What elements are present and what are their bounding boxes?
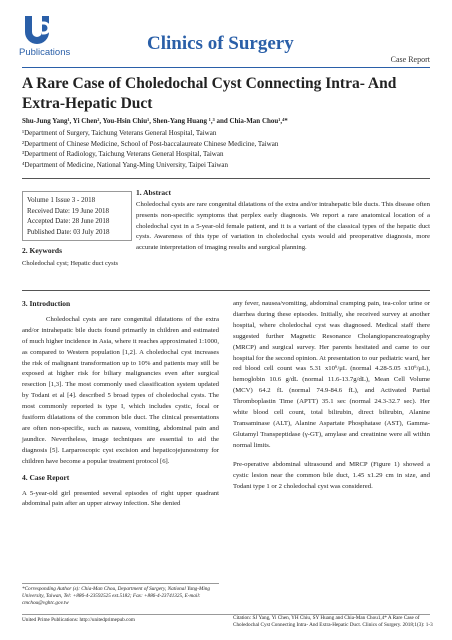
abstract-text: Choledochal cysts are rare congenital dilatations of the extra and/or intrahepatic bile ducts. This disease often presents non-specific symptoms that perplex early diagnosis. We report a rare anatomical location of a choledochal cyst in a 5-year-old female patient, and it is a variant of the classical types of the hepatic duct cysts. Awareness of this type of variation in choledochal cysts would aid preoperative diagnosis, more accurate interpretation of imaging results and surgical planning.: [136, 201, 430, 252]
affiliations: [22, 128, 278, 171]
case-report-heading: 4. Case Report: [22, 472, 70, 482]
right-column: [233, 299, 430, 492]
left-column: [22, 299, 219, 510]
abstract-divider: [22, 290, 430, 291]
journal-title: Clinics of Surgery: [147, 33, 294, 54]
affiliation-item: ³Department of Radiology, Taichung Veterans General Hospital, Taiwan: [22, 150, 224, 159]
case-report-paragraph: Pre-operative abdominal ultrasound and MRCP (Figure 1) showed a cystic lesion near the common bile duct, 1.45 x1.29 cm in size, and Todani type 1 or 2 choledochal cyst was considered.: [233, 460, 430, 490]
article-type: Case Report: [390, 55, 430, 64]
header-divider: [22, 67, 430, 68]
case-report-paragraph: A 5-year-old girl presented several episodes of right upper quadrant abdominal pain after an upper airway infection. She denied: [22, 489, 219, 508]
keywords-text: Choledochal cyst; Hepatic duct cysts: [22, 260, 119, 267]
corresponding-author-note: *Corresponding Author (s): Chia-Man Chou, Department of Surgery, National Yang-Ming University, Taiwan, Tel: +886-4-23592525 ext.5182; Fax: +886-4-23741325, E-mail: cmchou@vghtc.gov.tw: [22, 586, 210, 606]
author-list: Shu-Jung Yang¹, Yi Chen², You-Hsin Chiu¹, Shen-Yang Huang ¹,³ and Chia-Man Chou¹,⁴*: [22, 117, 288, 125]
introduction-paragraph: Choledochal cysts are rare congenital dilatations of the extra and/or intrahepatic bile ducts found primarily in children and estimated of much higher incidence in Asia, where it reaches approximated 1:1000, as compared to Western population [1,2]. A choledochal cyst increases the risk of malignant transformation up to 10% and patients may still be exposed at higher risk for biliary malignancies even after surgical resection [1,3]. The most commonly used classification system updated by Todani et al [4]. described 5 broad types of choledochal cysts. The most commonly reported is type I, which includes cystic, focal or fusiform dilatations of the common bile duct. The clinical presentations are often non-specific, such as nausea, vomiting, abdominal pain and jaundice. Nevertheless, image techniques are essential to aid the diagnosis [5]. Larparoscopic cyst excision and hepaticojejunostomy for children have become a popular treatment protocol [6].: [22, 315, 219, 465]
received-date: Received Date: 19 June 2018: [27, 206, 110, 215]
abstract-heading: 1. Abstract: [136, 188, 171, 197]
footnote-divider: [22, 583, 219, 584]
affiliation-item: ⁴Department of Medicine, National Yang-Ming University, Taipei Taiwan: [22, 161, 229, 170]
footer-citation: Citation: SJ Yang, Yi Chen, YH Chiu, SY Huang and Chia-Man Chou1,4* A Rare Case of Choledochal Cyst Connecting Intra- And Extra-Hepatic Duct. Clinics of Surgery. 2018;1(3): 1-3: [233, 615, 433, 628]
publisher-logo-icon: [22, 14, 52, 44]
affiliation-item: ²Department of Chinese Medicine, School of Post-baccalaureate Chinese Medicine, Taiwan: [22, 139, 279, 148]
section-divider: [22, 178, 430, 179]
article-info-box: [22, 191, 132, 241]
accepted-date: Accepted Date: 28 June 2018: [27, 217, 110, 225]
case-report-paragraph: any fever, nausea/vomiting, abdominal cramping pain, tea-color urine or diarrhea during these episodes. Initially, she received survey at another hospital, where choledochal cyst was diagnosed. Medical staff there suggested further Magnetic Resonance Cholangiopancreatography (MRCP) and surgical survey. Her parents hesitated and came to our hospital for the second opinion. At presentation to our pediatric ward, her red blood cell count was 5.31 x10⁶/μL (normal 4.28-5.05 x10⁶/μL), hemoglobin 10.6 g/dL (normal 11.6-13.7g/dL), Mean Cell Volume (MCV) 64.2 fL (normal 74.9-84.6 fL), and Activated Partial Thromboplastin Time (APTT) 35.1 sec (normal 24.3-32.7 sec). Her white blood cell count, total bilirubin, direct bilirubin, Alanine Transaminase (ALT), Alanine Aspartate Phosphatase (AST), Gamma-Glutamyl Transpeptidase (γ-GT), amylase and creatinine were all within normal limits.: [233, 300, 430, 449]
article-title: A Rare Case of Choledochal Cyst Connecting Intra- And Extra-Hepatic Duct: [22, 75, 397, 112]
affiliation-item: ¹Department of Surgery, Taichung Veterans General Hospital, Taiwan: [22, 129, 217, 137]
keywords-heading: 2. Keywords: [22, 246, 62, 255]
introduction-heading: 3. Introduction: [22, 299, 71, 308]
footer-publisher-link[interactable]: United Prime Publications: http://unitedprimepub.com: [22, 617, 135, 623]
publisher-name: Publications: [19, 47, 71, 58]
published-date: Published Date: 03 July 2018: [27, 227, 110, 236]
volume-info: Volume 1 Issue 3 - 2018: [27, 196, 96, 204]
